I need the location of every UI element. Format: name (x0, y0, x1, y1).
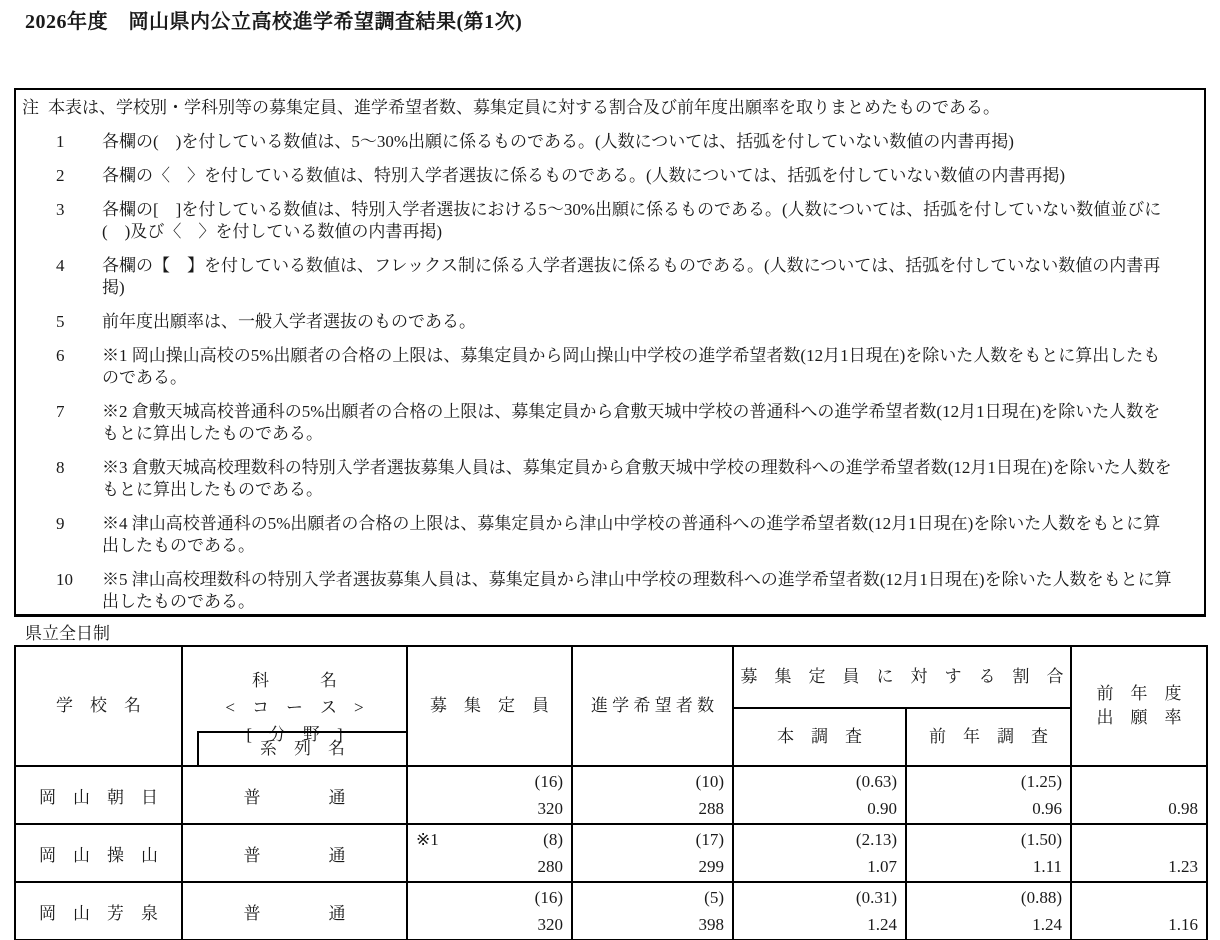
col-header-applicants: 進 学 希 望 者 数 (572, 646, 733, 766)
cell-prev-year-rate: 0.98 (1071, 766, 1207, 824)
note-text: ※4 津山高校普通科の5%出願者の合格の上限は、募集定員から津山中学校の普通科への進学希望者数(12月1日現在)を除いた人数をもとに算出したものである。 (102, 514, 1161, 555)
series-name-label: 系 列 名 (197, 731, 406, 765)
note-item-7 (22, 401, 1174, 445)
cell-ratio-current: (0.31) 1.24 (733, 882, 906, 940)
cell-ratio-current: (0.63) 0.90 (733, 766, 906, 824)
note-item-5 (22, 311, 1174, 333)
cell-applicants: (10) 288 (572, 766, 733, 824)
cell-capacity: (16) 320 (407, 766, 572, 824)
note-number: 7 (56, 402, 65, 421)
cell-ratio-prev: (1.50) 1.11 (906, 824, 1071, 882)
col-header-prev-year-rate (1071, 646, 1207, 766)
note-text: 各欄の( )を付している数値は、5〜30%出願に係るものである。(人数については、括弧を付していない数値の内書再掲) (102, 132, 1014, 151)
note-number: 5 (56, 312, 65, 331)
note-number: 10 (56, 570, 73, 589)
cell-ratio-prev: (0.88) 1.24 (906, 882, 1071, 940)
department-name-label: 科 名 (252, 671, 337, 690)
col-header-ratio-current: 本 調 査 (733, 708, 906, 766)
section-label: 県立全日制 (25, 624, 110, 643)
cell-department: 普 通 (182, 766, 407, 824)
note-number: 1 (56, 132, 65, 151)
note-number: 4 (56, 256, 65, 275)
note-text: 各欄の【 】を付している数値は、フレックス制に係る入学者選抜に係るものである。(人数については、括弧を付していない数値の内書再掲) (102, 256, 1161, 297)
col-header-capacity: 募 集 定 員 (407, 646, 572, 766)
col-header-ratio-prev: 前 年 調 査 (906, 708, 1071, 766)
cell-capacity: (16) 320 (407, 882, 572, 940)
field-label: [ 分 野 ] (246, 725, 343, 744)
page-title: 2026年度 岡山県内公立高校進学希望調査結果(第1次) (25, 11, 523, 33)
notes-box (14, 88, 1206, 617)
note-number: 9 (56, 514, 65, 533)
note-item-6 (22, 345, 1174, 389)
cell-school-name: 岡 山 芳 泉 (15, 882, 182, 940)
note-item-2 (22, 165, 1174, 187)
note-text: ※5 津山高校理数科の特別入学者選抜募集人員は、募集定員から津山中学校の理数科への進学希望者数(12月1日現在)を除いた人数をもとに算出したものである。 (102, 570, 1172, 611)
table-row-okayama-sozan (15, 824, 1207, 882)
table-row-okayama-asahi (15, 766, 1207, 824)
note-intro (22, 97, 1174, 119)
note-item-8 (22, 457, 1174, 501)
cell-school-name: 岡 山 操 山 (15, 824, 182, 882)
col-header-department (182, 646, 407, 766)
cell-ratio-prev: (1.25) 0.96 (906, 766, 1071, 824)
note-text: 各欄の[ ]を付している数値は、特別入学者選抜における5〜30%出願に係るものである。(人数については、括弧を付していない数値並びに( )及び〈 〉を付している数値の内書再掲) (102, 200, 1162, 241)
note-number: 6 (56, 346, 65, 365)
results-table (14, 645, 1208, 940)
prev-rate-line2: 出 願 率 (1096, 708, 1182, 727)
note-number: 3 (56, 200, 65, 219)
cell-applicants: (17) 299 (572, 824, 733, 882)
cell-capacity: ※1 (8) 280 (407, 824, 572, 882)
note-number: 2 (56, 166, 65, 185)
table-row-okayama-hosen (15, 882, 1207, 940)
col-header-ratio-group: 募 集 定 員 に 対 す る 割 合 (733, 646, 1071, 708)
cell-department: 普 通 (182, 824, 407, 882)
note-ref: ※1 (416, 830, 439, 849)
note-text: ※1 岡山操山高校の5%出願者の合格の上限は、募集定員から岡山操山中学校の進学希望者数(12月1日現在)を除いた人数をもとに算出したものである。 (102, 346, 1161, 387)
note-text: ※2 倉敷天城高校普通科の5%出願者の合格の上限は、募集定員から倉敷天城中学校の普通科への進学希望者数(12月1日現在)を除いた人数をもとに算出したものである。 (102, 402, 1161, 443)
note-number: 8 (56, 458, 65, 477)
cell-prev-year-rate: 1.16 (1071, 882, 1207, 940)
cell-applicants: (5) 398 (572, 882, 733, 940)
note-intro-text: 本表は、学校別・学科別等の募集定員、進学希望者数、募集定員に対する割合及び前年度出願率を取りまとめたものである。 (48, 98, 1000, 117)
note-item-10 (22, 569, 1174, 613)
note-item-3 (22, 199, 1174, 243)
note-item-1 (22, 131, 1174, 153)
cell-school-name: 岡 山 朝 日 (15, 766, 182, 824)
note-text: 前年度出願率は、一般入学者選抜のものである。 (102, 312, 476, 331)
prev-rate-line1: 前 年 度 (1096, 684, 1182, 703)
note-item-9 (22, 513, 1174, 557)
cell-prev-year-rate: 1.23 (1071, 824, 1207, 882)
cell-department: 普 通 (182, 882, 407, 940)
note-text: ※3 倉敷天城高校理数科の特別入学者選抜募集人員は、募集定員から倉敷天城中学校の理数科への進学希望者数(12月1日現在)を除いた人数をもとに算出したものである。 (102, 458, 1172, 499)
cell-ratio-current: (2.13) 1.07 (733, 824, 906, 882)
note-text: 各欄の〈 〉を付している数値は、特別入学者選抜に係るものである。(人数については、括弧を付していない数値の内書再掲) (102, 166, 1065, 185)
col-header-school: 学 校 名 (15, 646, 182, 766)
note-item-4 (22, 255, 1174, 299)
note-intro-label: 注 (22, 98, 39, 117)
course-label: < コ ー ス > (225, 698, 364, 717)
